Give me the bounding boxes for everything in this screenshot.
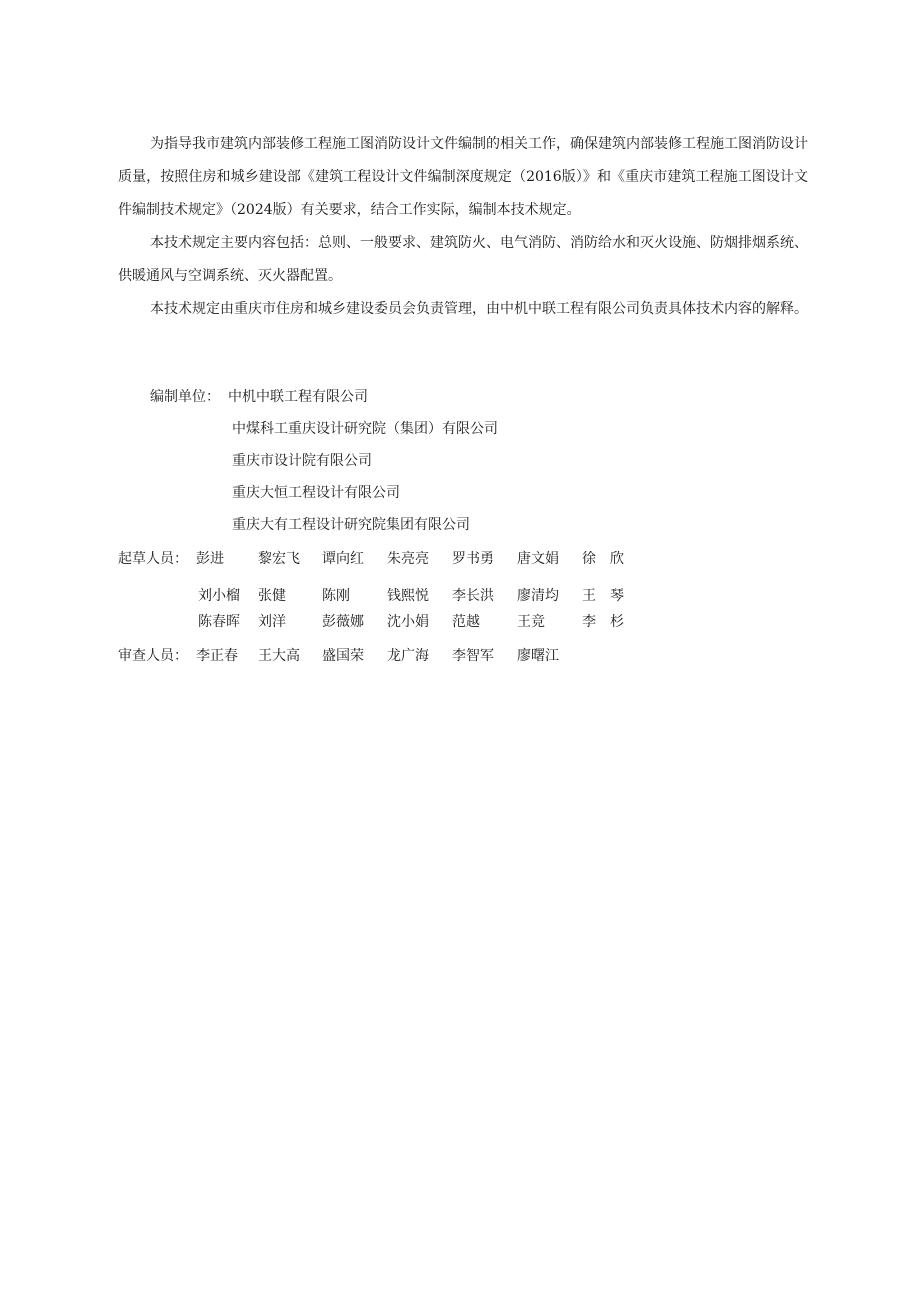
drafter-name: 李杉 (582, 614, 638, 630)
drafter-name: 王琴 (582, 588, 638, 604)
drafter-name: 陈刚 (322, 588, 350, 604)
compiling-unit: 重庆大有工程设计研究院集团有限公司 (232, 517, 470, 533)
drafter-name: 唐文娟 (517, 551, 559, 567)
drafters-label: 起草人员： (118, 551, 188, 567)
drafter-name: 罗书勇 (452, 551, 494, 567)
drafter-name: 朱亮亮 (387, 551, 429, 567)
contents-paragraph: 本技术规定主要内容包括：总则、一般要求、建筑防火、电气消防、消防给水和灭火设施、防烟排烟系统、供暖通风与空调系统、灭火器配置。 (118, 235, 808, 284)
drafter-name: 范越 (452, 614, 480, 630)
reviewer-name: 王大高 (258, 648, 300, 664)
reviewer-name: 廖曙江 (517, 648, 559, 664)
drafter-name: 刘洋 (258, 614, 286, 630)
drafter-name: 谭向红 (322, 551, 364, 567)
intro-paragraph: 为指导我市建筑内部装修工程施工图消防设计文件编制的相关工作，确保建筑内部装修工程施工图消防设计质量，按照住房和城乡建设部《建筑工程设计文件编制深度规定（2016版）》和《重庆市建筑工程施工图设计文件编制技术规定》（2024版）有关要求，结合工作实际，编制本技术规定。 (118, 136, 808, 218)
drafter-name: 廖清均 (517, 588, 559, 604)
reviewer-name: 李正春 (196, 648, 238, 664)
drafter-name: 陈春晖 (198, 614, 240, 630)
reviewers-label: 审查人员： (118, 648, 188, 664)
compiling-unit: 中煤科工重庆设计研究院（集团）有限公司 (232, 421, 498, 437)
compiling-unit: 重庆大恒工程设计有限公司 (232, 485, 400, 501)
reviewer-name: 李智军 (452, 648, 494, 664)
drafter-name: 黎宏飞 (258, 551, 300, 567)
drafter-name: 王竞 (517, 614, 545, 630)
drafter-name: 刘小榴 (198, 588, 240, 604)
compiling-units-label: 编制单位： (150, 389, 220, 405)
compiling-unit: 重庆市设计院有限公司 (232, 453, 372, 469)
drafter-name: 沈小娟 (387, 614, 429, 630)
reviewer-name: 盛国荣 (322, 648, 364, 664)
drafter-name: 彭进 (196, 551, 224, 567)
drafter-name: 彭薇娜 (322, 614, 364, 630)
compiling-unit: 中机中联工程有限公司 (228, 389, 368, 405)
drafter-name: 李长洪 (452, 588, 494, 604)
drafter-name: 张健 (258, 588, 286, 604)
drafter-name: 徐欣 (582, 551, 638, 567)
reviewer-name: 龙广海 (387, 648, 429, 664)
drafter-name: 钱熙悦 (387, 588, 429, 604)
management-paragraph: 本技术规定由重庆市住房和城乡建设委员会负责管理，由中机中联工程有限公司负责具体技术内容的解释。 (150, 301, 808, 317)
